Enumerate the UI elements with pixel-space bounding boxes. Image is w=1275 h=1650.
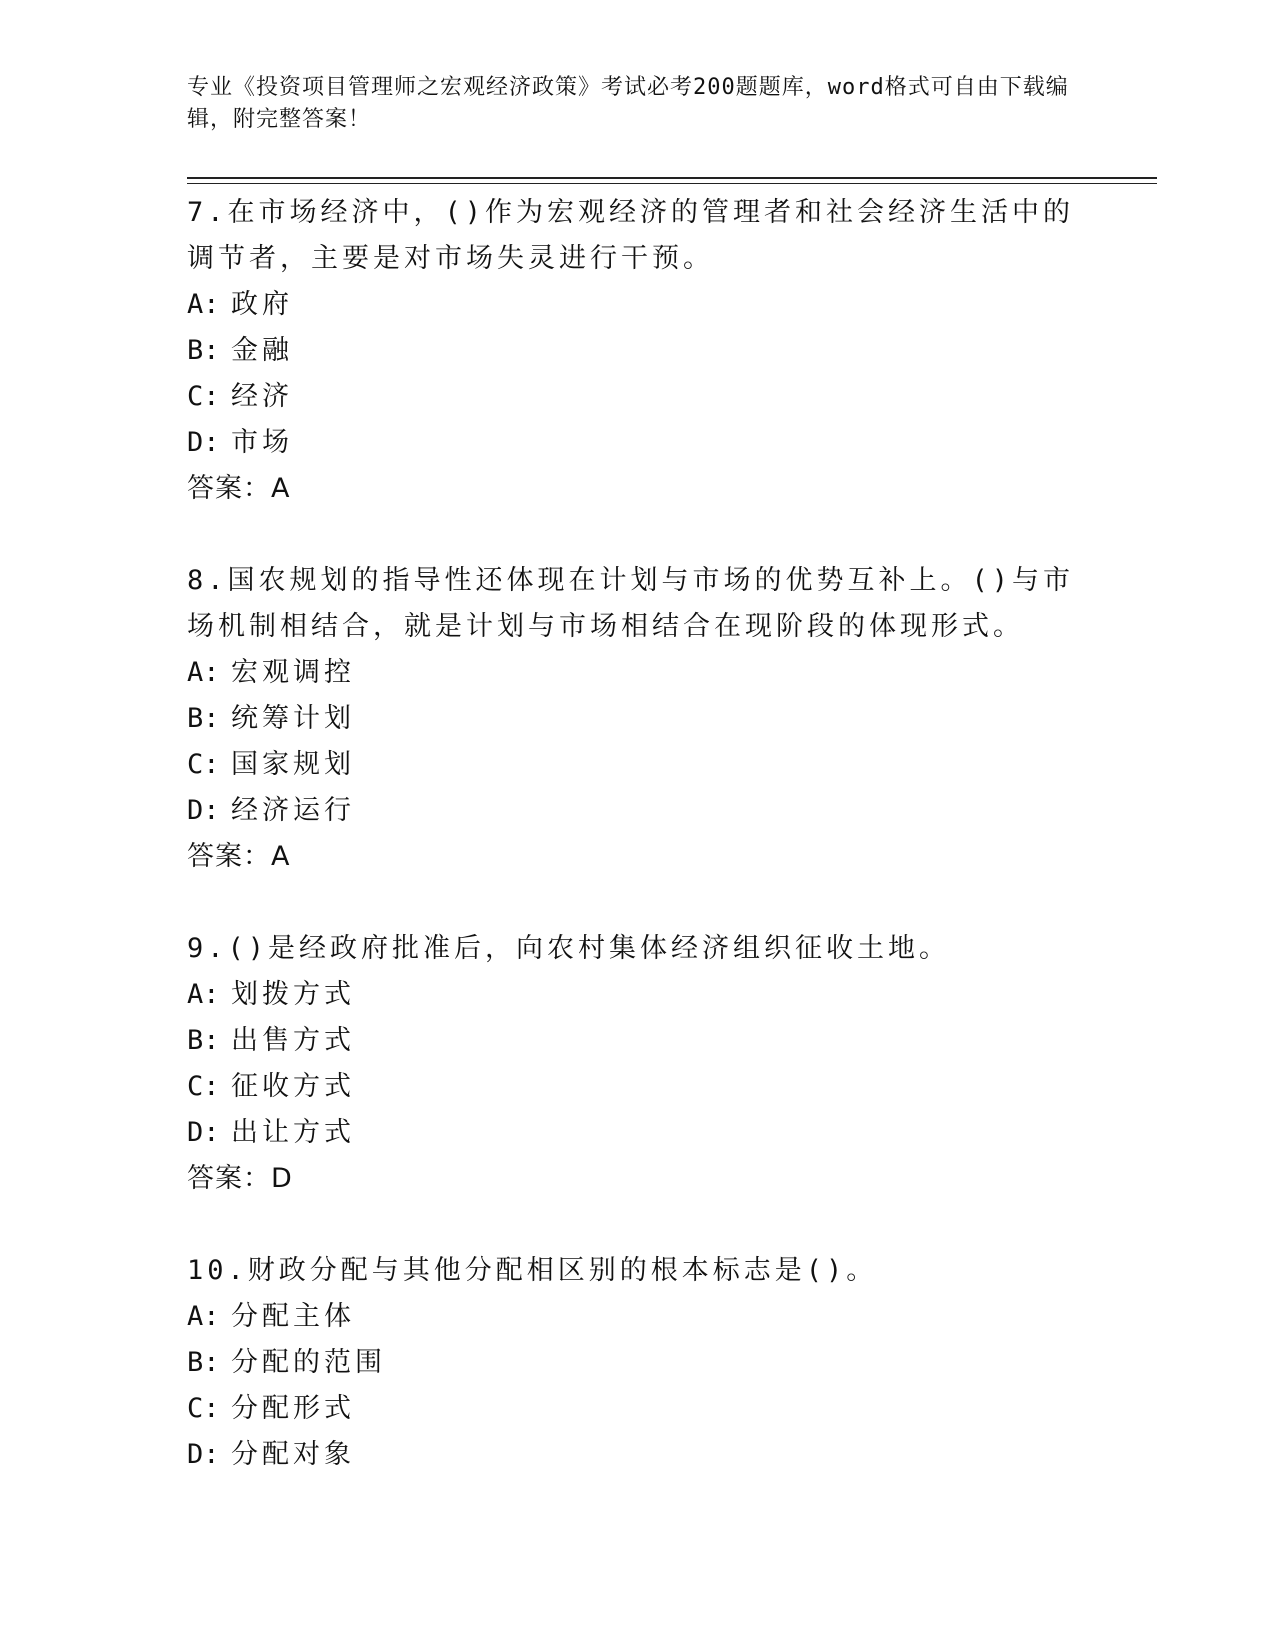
option-text: 出让方式 — [231, 1117, 355, 1148]
option-text: 市场 — [231, 427, 293, 458]
option-a — [187, 972, 1077, 1018]
option-letter: D: — [187, 795, 220, 826]
option-letter: A: — [187, 289, 220, 320]
option-letter: A: — [187, 979, 220, 1010]
option-text: 分配对象 — [231, 1439, 355, 1470]
option-a — [187, 650, 1077, 696]
option-text: 划拨方式 — [231, 979, 355, 1010]
option-text: 政府 — [231, 289, 293, 320]
option-text: 征收方式 — [231, 1071, 355, 1102]
option-letter: C: — [187, 749, 220, 780]
question-7 — [187, 190, 1077, 512]
option-c — [187, 742, 1077, 788]
option-text: 统筹计划 — [231, 703, 355, 734]
option-text: 分配形式 — [231, 1393, 355, 1424]
question-stem: 9.()是经政府批准后，向农村集体经济组织征收土地。 — [187, 933, 951, 964]
option-letter: B: — [187, 1347, 220, 1378]
option-text: 金融 — [231, 335, 293, 366]
question-8 — [187, 558, 1077, 880]
option-c — [187, 1064, 1077, 1110]
option-a — [187, 1294, 1077, 1340]
option-letter: B: — [187, 1025, 220, 1056]
option-d — [187, 1432, 1077, 1478]
option-d — [187, 788, 1077, 834]
option-text: 出售方式 — [231, 1025, 355, 1056]
header-divider-thick — [187, 177, 1157, 179]
option-text: 国家规划 — [231, 749, 355, 780]
question-9 — [187, 926, 1077, 1202]
option-letter: B: — [187, 703, 220, 734]
option-d — [187, 1110, 1077, 1156]
question-stem: 7.在市场经济中，()作为宏观经济的管理者和社会经济生活中的调节者，主要是对市场失灵进行干预。 — [187, 197, 1075, 274]
option-text: 经济 — [231, 381, 293, 412]
option-text: 经济运行 — [231, 795, 355, 826]
question-10 — [187, 1248, 1077, 1478]
option-c — [187, 1386, 1077, 1432]
question-list — [187, 190, 1077, 1524]
option-letter: C: — [187, 381, 220, 412]
header-divider-thin — [187, 183, 1157, 184]
option-text: 宏观调控 — [231, 657, 355, 688]
option-b — [187, 1018, 1077, 1064]
option-b — [187, 328, 1077, 374]
option-d — [187, 420, 1077, 466]
option-letter: D: — [187, 1439, 220, 1470]
option-letter: B: — [187, 335, 220, 366]
option-letter: A: — [187, 657, 220, 688]
option-text: 分配主体 — [231, 1301, 355, 1332]
document-header: 专业《投资项目管理师之宏观经济政策》考试必考200题题库，word格式可自由下载编辑，附完整答案！ — [187, 75, 1069, 132]
option-letter: A: — [187, 1301, 220, 1332]
option-c — [187, 374, 1077, 420]
answer-line: 答案：A — [187, 841, 291, 872]
option-b — [187, 1340, 1077, 1386]
answer-line: 答案：A — [187, 473, 291, 504]
option-letter: C: — [187, 1393, 220, 1424]
option-text: 分配的范围 — [231, 1347, 386, 1378]
option-a — [187, 282, 1077, 328]
question-stem: 8.国农规划的指导性还体现在计划与市场的优势互补上。()与市场机制相结合，就是计划与市场相结合在现阶段的体现形式。 — [187, 565, 1075, 642]
option-letter: D: — [187, 1117, 220, 1148]
option-letter: C: — [187, 1071, 220, 1102]
answer-line: 答案：D — [187, 1163, 293, 1194]
question-stem: 10.财政分配与其他分配相区别的根本标志是()。 — [187, 1255, 878, 1286]
option-letter: D: — [187, 427, 220, 458]
option-b — [187, 696, 1077, 742]
